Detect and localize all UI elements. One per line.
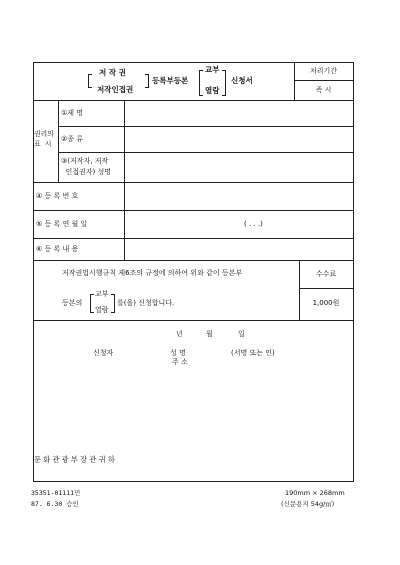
statement-copy-prefix: 등본의 <box>62 299 83 307</box>
statement-bracket-left <box>90 294 94 313</box>
processing-period-label: 처리기간 <box>309 67 338 75</box>
rights-row-line-2 <box>58 152 353 153</box>
option-bracket-right <box>222 70 226 96</box>
paper-type: (신문용지 54g/㎡) <box>281 500 335 508</box>
rights-author-field[interactable] <box>126 154 351 180</box>
rights-kind-field[interactable] <box>126 128 351 150</box>
title-application: 신청서 <box>231 76 253 85</box>
rights-row-line-1 <box>58 126 353 127</box>
option-issue: 교부 <box>205 65 220 74</box>
title-bracket-left <box>88 74 92 88</box>
option-bracket-left <box>199 70 203 96</box>
registration-number-field[interactable] <box>126 184 351 208</box>
registration-line-2 <box>33 238 353 239</box>
statement-bottom-line <box>33 320 353 321</box>
date-month: 월 <box>206 330 213 338</box>
statement-option-issue: 교부 <box>95 290 109 298</box>
rights-title-label: ①제 명 <box>61 109 84 117</box>
fee-mid-line <box>299 288 353 289</box>
statement-bracket-right <box>111 294 115 313</box>
registration-date-label: ⑤ 등 록 연 월 일 <box>36 220 88 228</box>
processing-mid-line <box>294 80 353 81</box>
date-day: 일 <box>238 330 245 338</box>
applicant-name-label: 성 명 <box>170 349 186 357</box>
rights-author-label: ③(저작자, 저작 인접권자) 성명 <box>61 157 111 176</box>
addressee: 문 화 관 광 부 장 관 귀 하 <box>34 455 115 464</box>
statement-option-inspect: 열람 <box>95 306 109 314</box>
processing-period-value: 즉 시 <box>315 86 332 94</box>
rights-bottom-line <box>33 182 353 183</box>
rights-title-field[interactable] <box>126 102 351 124</box>
registration-bottom-line <box>33 260 353 261</box>
registration-date-field[interactable]: ( . . .) <box>244 220 263 228</box>
approval-date: 87. 6.30 승인 <box>31 500 79 508</box>
applicant-signature-note: (서명 또는 인) <box>231 349 275 357</box>
fee-value: 1,000원 <box>312 299 340 307</box>
option-inspect: 열람 <box>205 86 220 95</box>
registration-line-1 <box>33 210 353 211</box>
applicant-address-label: 주 소 <box>172 358 188 366</box>
date-year: 년 <box>176 330 183 338</box>
form-number: 35351-01111민 <box>31 489 81 497</box>
rights-value-divider <box>124 100 125 182</box>
registration-content-field[interactable] <box>126 240 351 258</box>
title-registry-copy: 등록부등본 <box>152 76 189 85</box>
registration-divider <box>124 182 125 260</box>
title-neighboring-rights: 저작인접권 <box>97 85 134 94</box>
rights-kind-label: ②종 류 <box>61 135 84 143</box>
statement-line-1: 저작권법시행규칙 제6조의 규정에 의하여 위와 같이 등본부 <box>62 269 243 277</box>
rights-label-divider <box>58 100 59 182</box>
fee-divider <box>299 260 300 320</box>
header-bottom-line <box>33 100 353 101</box>
title-bracket-right <box>145 74 149 88</box>
statement-request: 를(을) 신청합니다. <box>117 299 175 307</box>
fee-label: 수수료 <box>315 270 337 278</box>
applicant-label: 신청자 <box>93 349 114 357</box>
paper-size: 190mm × 268mm <box>285 489 345 497</box>
title-copyright: 저 작 권 <box>99 68 126 77</box>
registration-content-label: ⑥ 등 록 내 용 <box>36 245 79 253</box>
registration-number-label: ④ 등 록 번 호 <box>36 192 79 200</box>
rights-section-label: 권리의 표 시 <box>34 130 54 148</box>
